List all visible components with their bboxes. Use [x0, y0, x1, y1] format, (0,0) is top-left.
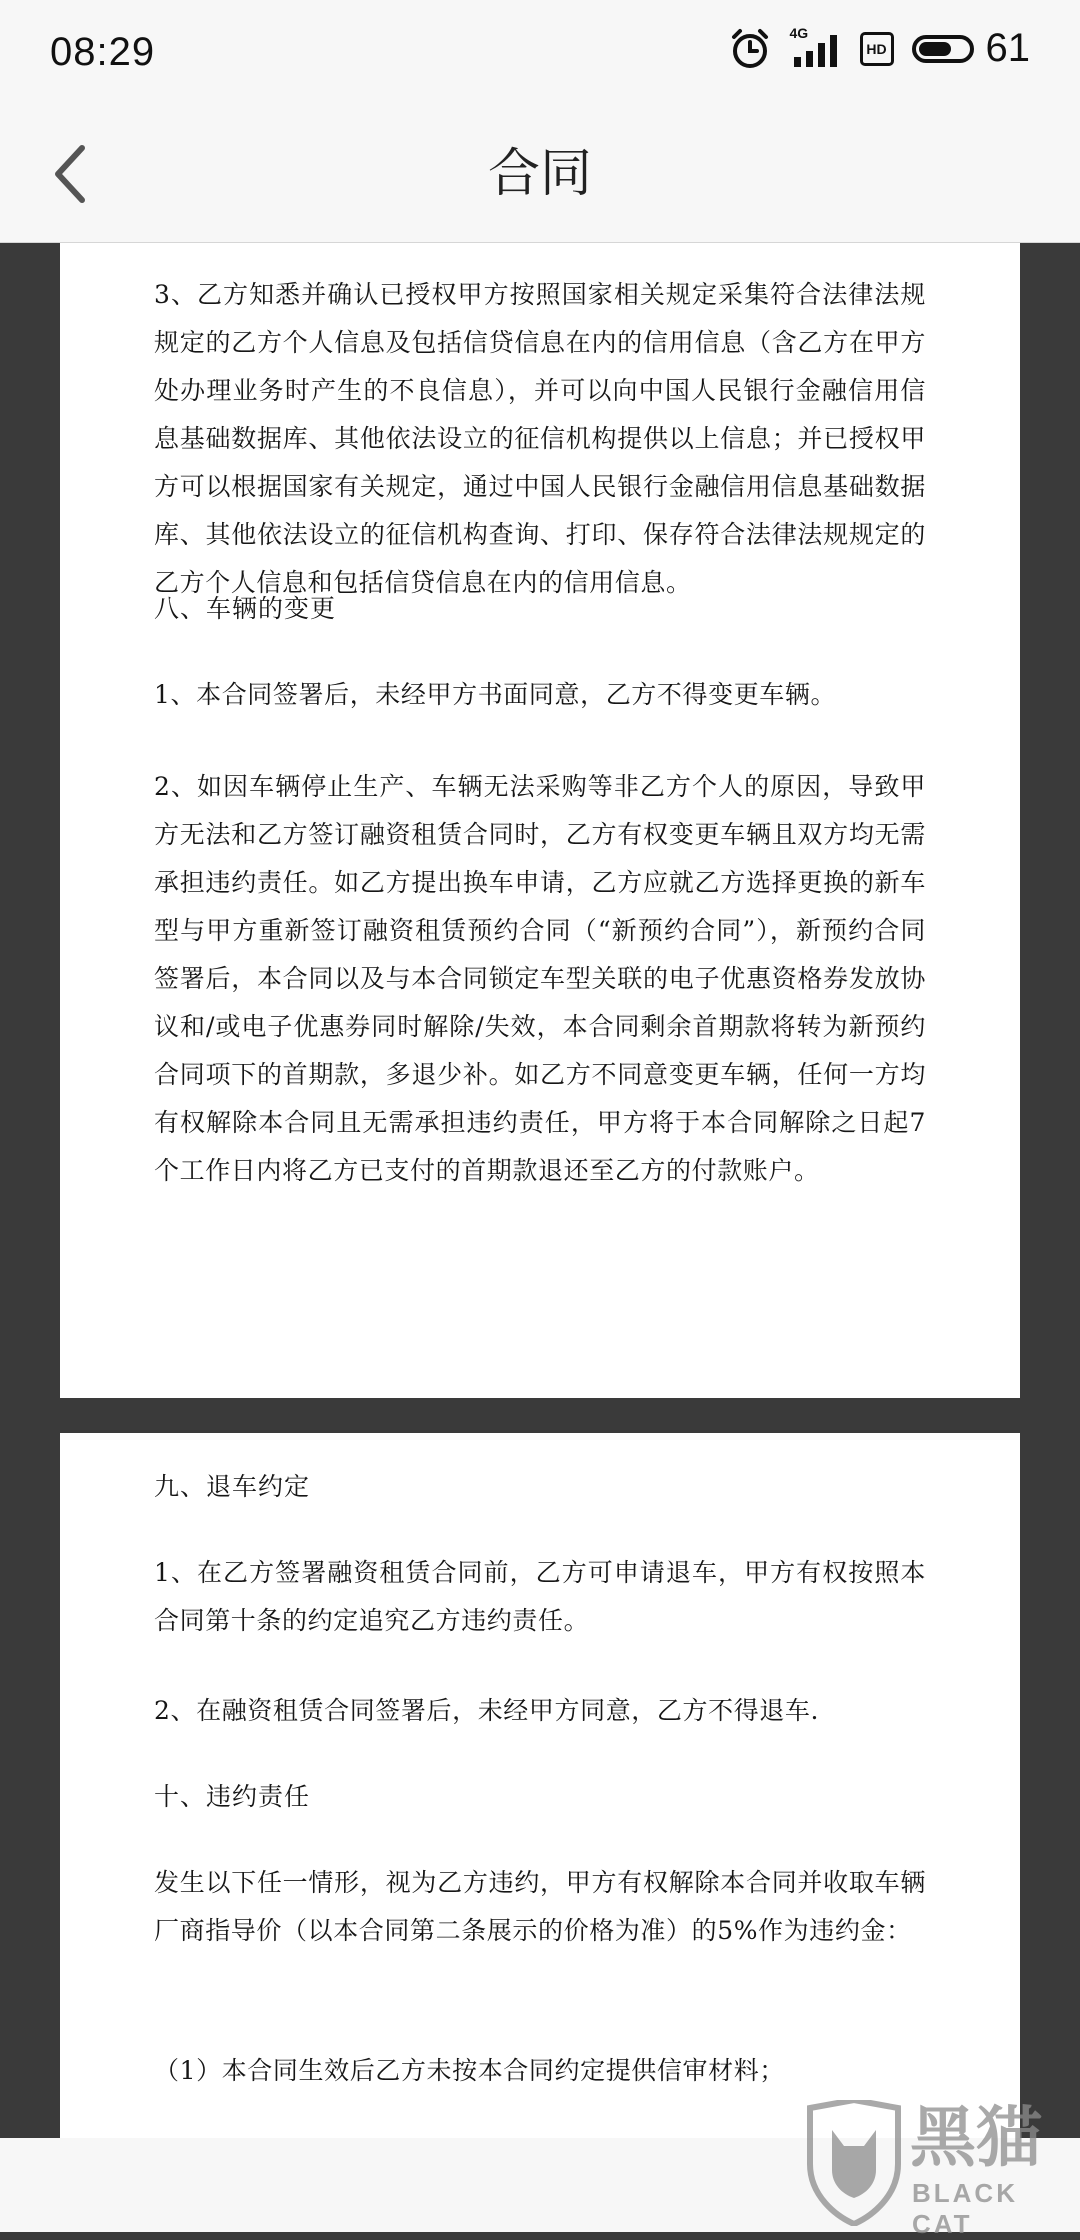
section-9-item-2: 2、在融资租赁合同签署后，未经甲方同意，乙方不得退车.: [154, 1687, 926, 1735]
page-title: 合同: [0, 134, 1080, 214]
watermark: [802, 2098, 1072, 2230]
watermark-subtext: BLACK CAT: [912, 2178, 1072, 2240]
status-bar: [0, 0, 1080, 112]
section-10-item-1: （1）本合同生效后乙方未按本合同约定提供信审材料；: [154, 2047, 926, 2095]
status-time: 08:29: [50, 30, 155, 75]
section-8-item-1: 1、本合同签署后，未经甲方书面同意，乙方不得变更车辆。: [154, 671, 926, 719]
section-10-intro: 发生以下任一情形，视为乙方违约，甲方有权解除本合同并收取车辆厂商指导价（以本合同第二条展示的价格为准）的5%作为违约金：: [154, 1859, 926, 1955]
section-9-heading: 九、退车约定: [154, 1463, 926, 1511]
section-10-heading: 十、违约责任: [154, 1773, 926, 1821]
section-8-heading: 八、车辆的变更: [154, 585, 926, 633]
clause-3-text: 3、乙方知悉并确认已授权甲方按照国家相关规定采集符合法律法规规定的乙方个人信息及包括信贷信息在内的信用信息（含乙方在甲方处办理业务时产生的不良信息），并可以向中国人民银行金融信用信息基础数据库、其他依法设立的征信机构提供以上信息；并已授权甲方可以根据国家有关规定，通过中国人民银行金融信用信息基础数据库、其他依法设立的征信机构查询、打印、保存符合法律法规规定的乙方个人信息和包括信贷信息在内的信用信息。: [154, 271, 926, 607]
status-icons: [728, 26, 1031, 71]
hd-icon: [860, 32, 894, 66]
top-navigation-bar: [0, 112, 1080, 243]
section-9-item-1: 1、在乙方签署融资租赁合同前，乙方可申请退车，甲方有权按照本合同第十条的约定追究乙方违约责任。: [154, 1549, 926, 1645]
hd-label: HD: [866, 41, 886, 57]
document-page-2: [60, 1433, 1020, 2138]
watermark-text: 黑猫: [910, 2098, 1042, 2178]
battery-icon: [912, 35, 974, 63]
document-viewer[interactable]: [0, 243, 1080, 2138]
signal-4g-icon: [790, 29, 842, 69]
cat-shield-logo-icon: [802, 2100, 906, 2226]
document-page-1: [60, 243, 1020, 1398]
alarm-icon: [728, 27, 772, 71]
network-type: 4G: [790, 25, 809, 41]
section-8-item-2: 2、如因车辆停止生产、车辆无法采购等非乙方个人的原因，导致甲方无法和乙方签订融资租赁合同时，乙方有权变更车辆且双方均无需承担违约责任。如乙方提出换车申请，乙方应就乙方选择更换的新车型与甲方重新签订融资租赁预约合同（“新预约合同”），新预约合同签署后，本合同以及与本合同锁定车型关联的电子优惠资格券发放协议和/或电子优惠券同时解除/失效，本合同剩余首期款将转为新预约合同项下的首期款，多退少补。如乙方不同意变更车辆，任何一方均有权解除本合同且无需承担违约责任，甲方将于本合同解除之日起7个工作日内将乙方已支付的首期款退还至乙方的付款账户。: [154, 763, 926, 1195]
battery-indicator: [912, 26, 1031, 71]
battery-level: 61: [986, 26, 1031, 71]
